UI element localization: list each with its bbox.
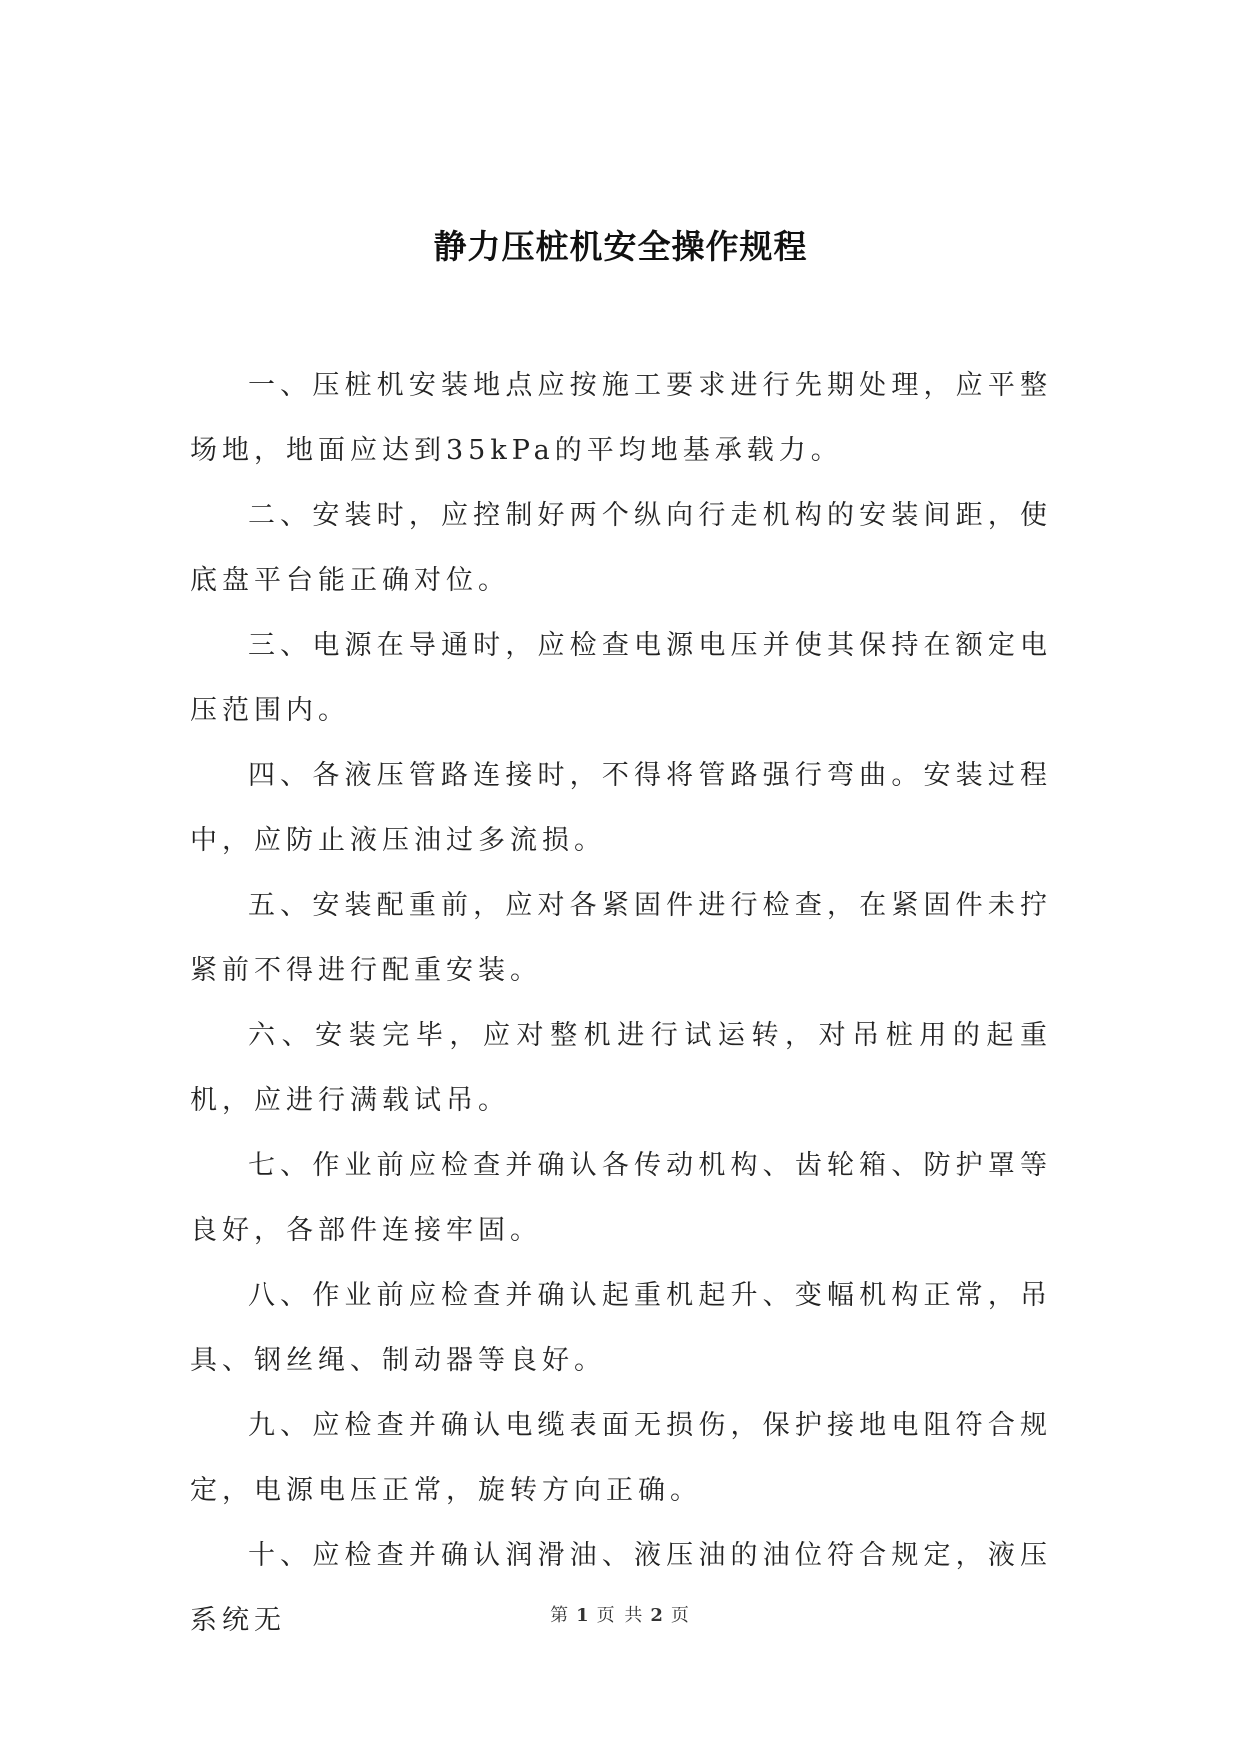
paragraph-5: 五、安装配重前，应对各紧固件进行检查，在紧固件未拧紧前不得进行配重安装。 bbox=[190, 890, 1052, 986]
paragraph-3: 三、电源在导通时，应检查电源电压并使其保持在额定电压范围内。 bbox=[190, 630, 1052, 726]
footer-current-page: 1 bbox=[576, 1605, 591, 1626]
page-footer bbox=[0, 1604, 1241, 1628]
paragraph-7: 七、作业前应检查并确认各传动机构、齿轮箱、防护罩等良好，各部件连接牢固。 bbox=[190, 1150, 1052, 1246]
paragraph-8: 八、作业前应检查并确认起重机起升、变幅机构正常，吊具、钢丝绳、制动器等良好。 bbox=[190, 1280, 1052, 1376]
footer-suffix: 页 bbox=[670, 1605, 691, 1626]
paragraph-9: 九、应检查并确认电缆表面无损伤，保护接地电阻符合规定，电源电压正常，旋转方向正确。 bbox=[190, 1410, 1052, 1506]
paragraph-1: 一、压桩机安装地点应按施工要求进行先期处理，应平整场地，地面应达到35kPa的平均地基承载力。 bbox=[190, 370, 1052, 466]
paragraph-2: 二、安装时，应控制好两个纵向行走机构的安装间距，使底盘平台能正确对位。 bbox=[190, 500, 1052, 596]
footer-total-pages: 2 bbox=[650, 1605, 665, 1626]
document-title: 静力压桩机安全操作规程 bbox=[433, 227, 808, 266]
paragraph-4: 四、各液压管路连接时，不得将管路强行弯曲。安装过程中，应防止液压油过多流损。 bbox=[190, 760, 1052, 856]
footer-prefix: 第 bbox=[550, 1605, 571, 1626]
footer-middle: 页 共 bbox=[596, 1605, 645, 1626]
paragraph-6: 六、安装完毕，应对整机进行试运转，对吊桩用的起重机，应进行满载试吊。 bbox=[190, 1020, 1052, 1116]
document-body bbox=[190, 353, 1052, 1653]
paragraph-10: 十、应检查并确认润滑油、液压油的油位符合规定，液压系统无 bbox=[190, 1540, 1052, 1636]
